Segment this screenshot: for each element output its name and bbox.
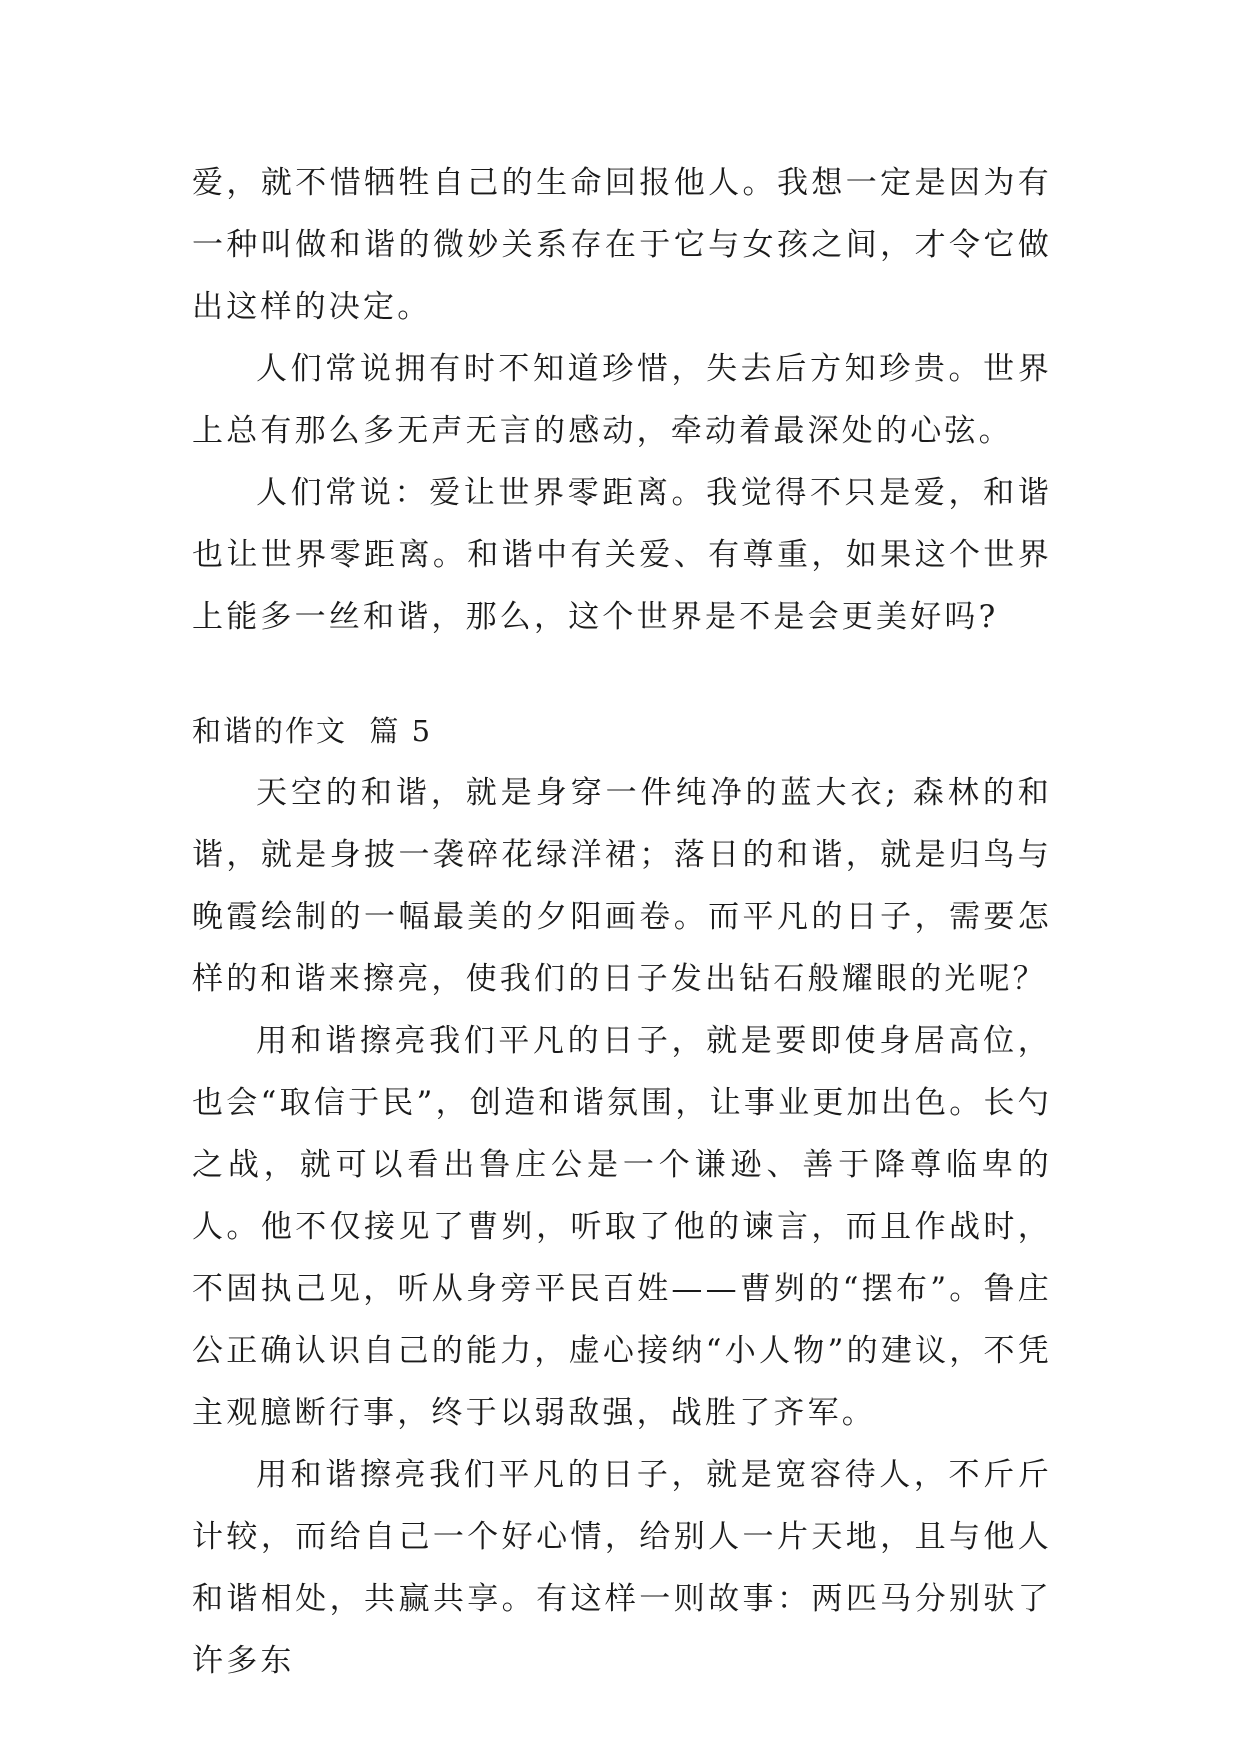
- paragraph-1: 爱，就不惜牺牲自己的生命回报他人。我想一定是因为有一种叫做和谐的微妙关系存在于它与女孩之间，才令它做出这样的决定。: [192, 165, 1052, 325]
- paragraph-2: 人们常说拥有时不知道珍惜，失去后方知珍贵。世界上总有那么多无声无言的感动，牵动着最深处的心弦。: [192, 351, 1052, 449]
- section-title: 和谐的作文 篇 5: [192, 714, 433, 748]
- paragraph-5: 用和谐擦亮我们平凡的日子，就是要即使身居高位，也会“取信于民”，创造和谐氛围，让事业更加出色。长勺之战，就可以看出鲁庄公是一个谦逊、善于降尊临卑的人。他不仅接见了曹刿，听取了他的谏言，而且作战时，不固执己见，听从身旁平民百姓——曹刿的“摆布”。鲁庄公正确认识自己的能力，虚心接纳“小人物”的建议，不凭主观臆断行事，终于以弱敌强，战胜了齐军。: [192, 1023, 1052, 1431]
- paragraph-4: 天空的和谐，就是身穿一件纯净的蓝大衣; 森林的和谐，就是身披一袭碎花绿洋裙；落日的和谐，就是归鸟与晚霞绘制的一幅最美的夕阳画卷。而平凡的日子，需要怎样的和谐来擦亮，使我们的日子发出钻石般耀眼的光呢？: [192, 775, 1052, 997]
- document-page: [192, 152, 1052, 1692]
- paragraph-3: 人们常说：爱让世界零距离。我觉得不只是爱，和谐也让世界零距离。和谐中有关爱、有尊重，如果这个世界上能多一丝和谐，那么，这个世界是不是会更美好吗?: [192, 475, 1052, 635]
- paragraph-6: 用和谐擦亮我们平凡的日子，就是宽容待人，不斤斤计较，而给自己一个好心情，给别人一片天地，且与他人和谐相处，共赢共享。有这样一则故事：两匹马分别驮了许多东: [192, 1457, 1052, 1679]
